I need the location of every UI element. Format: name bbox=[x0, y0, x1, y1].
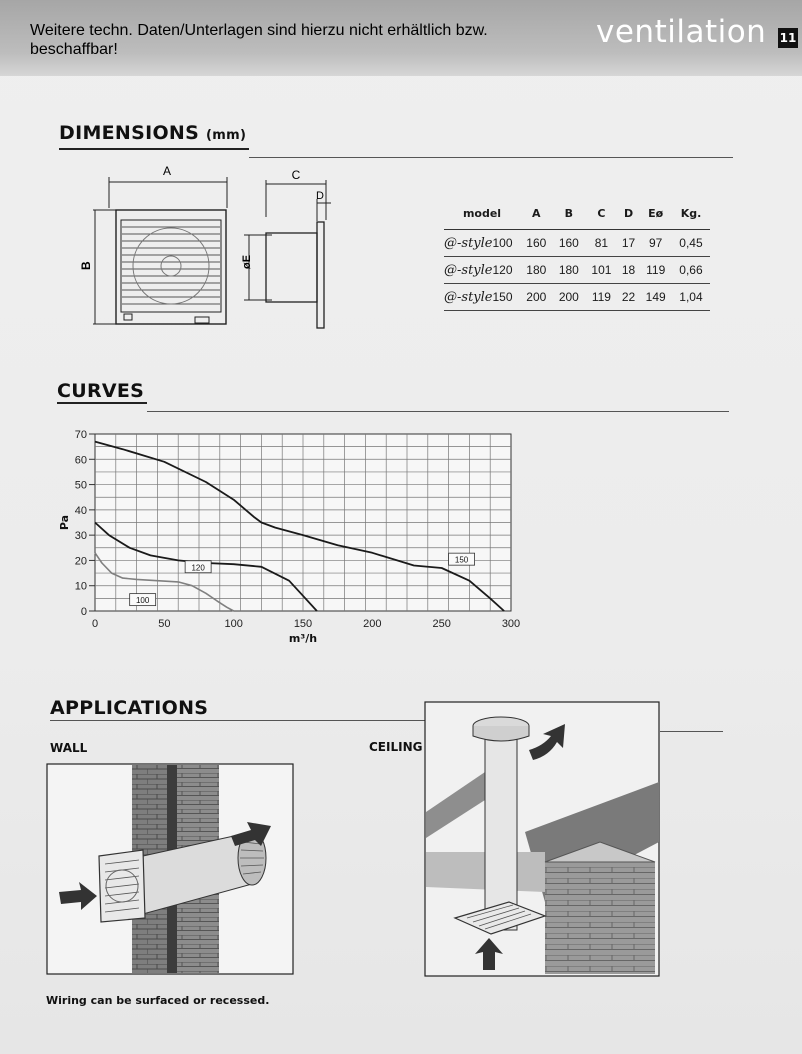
page-number: 11 bbox=[778, 28, 798, 48]
curves-underline bbox=[57, 402, 147, 404]
cell-e: 119 bbox=[639, 257, 672, 284]
cell-b: 180 bbox=[553, 257, 586, 284]
col-d: D bbox=[618, 205, 640, 230]
availability-note: Weitere techn. Daten/Unterlagen sind hierzu nicht erhältlich bzw. beschaffbar! bbox=[30, 22, 488, 58]
col-model: model bbox=[444, 205, 520, 230]
x-tick-label: 0 bbox=[91, 618, 99, 630]
x-tick-label: 250 bbox=[432, 618, 451, 630]
table-row bbox=[444, 284, 710, 311]
table-row bbox=[444, 257, 710, 284]
cell-kg: 1,04 bbox=[672, 284, 710, 311]
col-kg: Kg. bbox=[672, 205, 710, 230]
cell-e: 97 bbox=[639, 230, 672, 257]
y-tick-label: 40 bbox=[74, 504, 87, 517]
cell-a: 200 bbox=[520, 284, 553, 311]
cell-kg: 0,66 bbox=[672, 257, 710, 284]
col-b: B bbox=[553, 205, 586, 230]
dim-label-a: A bbox=[162, 164, 172, 178]
curves-rule bbox=[147, 411, 729, 412]
applications-rule-left bbox=[50, 720, 430, 721]
cell-c: 101 bbox=[585, 257, 618, 284]
series-tag-100: 100 bbox=[135, 596, 150, 606]
ceiling-label: CEILING bbox=[369, 740, 423, 754]
x-tick-label: 150 bbox=[293, 618, 313, 630]
table-row bbox=[444, 230, 710, 257]
model-cell: @-style150 bbox=[444, 284, 520, 311]
col-e: Eø bbox=[639, 205, 672, 230]
col-c: C bbox=[585, 205, 618, 230]
applications-rule-right bbox=[660, 731, 723, 732]
model-cell: @-style100 bbox=[444, 230, 520, 257]
series-tag-120: 120 bbox=[191, 563, 205, 573]
brand-title: ventilation bbox=[596, 14, 767, 50]
ceiling-illustration bbox=[425, 702, 661, 978]
series-tag-150: 150 bbox=[454, 555, 469, 565]
wiring-note: Wiring can be surfaced or recessed. bbox=[46, 994, 270, 1007]
pressure-flow-chart bbox=[40, 420, 530, 660]
dimensions-table bbox=[444, 205, 710, 311]
cell-a: 160 bbox=[520, 230, 553, 257]
dimensions-unit: (mm) bbox=[206, 128, 247, 143]
dimensions-underline bbox=[59, 148, 249, 150]
x-tick-label: 100 bbox=[224, 618, 243, 630]
cell-b: 160 bbox=[553, 230, 586, 257]
table-header-row bbox=[444, 205, 710, 230]
y-tick-label: 70 bbox=[74, 429, 87, 441]
wall-illustration bbox=[47, 764, 294, 976]
cell-c: 81 bbox=[585, 230, 618, 257]
cell-d: 22 bbox=[618, 284, 640, 311]
x-tick-label: 300 bbox=[501, 618, 521, 630]
x-tick-label: 50 bbox=[158, 618, 171, 630]
x-tick-label: 200 bbox=[363, 618, 382, 630]
dimensions-rule bbox=[249, 157, 733, 158]
x-axis-label: m³/h bbox=[288, 632, 318, 645]
cell-e: 149 bbox=[639, 284, 672, 311]
cell-kg: 0,45 bbox=[672, 230, 710, 257]
side-view-drawing bbox=[232, 165, 342, 330]
cell-d: 18 bbox=[618, 257, 640, 284]
dim-label-e: øE bbox=[241, 254, 253, 269]
front-view-drawing bbox=[80, 160, 240, 335]
y-tick-label: 50 bbox=[74, 479, 87, 492]
cell-c: 119 bbox=[585, 284, 618, 311]
dimensions-heading: DIMENSIONS (mm) bbox=[59, 122, 247, 144]
model-cell: @-style120 bbox=[444, 257, 520, 284]
dim-label-b: B bbox=[79, 261, 93, 270]
dim-label-c: C bbox=[291, 168, 301, 182]
curves-heading: CURVES bbox=[57, 380, 145, 402]
wall-label: WALL bbox=[50, 741, 88, 755]
cell-b: 200 bbox=[553, 284, 586, 311]
dim-label-d: D bbox=[316, 190, 324, 202]
y-tick-label: 30 bbox=[74, 530, 87, 543]
y-tick-label: 20 bbox=[74, 555, 87, 568]
cell-d: 17 bbox=[618, 230, 640, 257]
cell-a: 180 bbox=[520, 257, 553, 284]
y-axis-label: Pa bbox=[58, 514, 71, 531]
y-tick-label: 60 bbox=[74, 454, 87, 467]
y-tick-label: 10 bbox=[74, 580, 87, 593]
applications-heading: APPLICATIONS bbox=[50, 697, 209, 719]
col-a: A bbox=[520, 205, 553, 230]
y-tick-label: 0 bbox=[80, 606, 87, 618]
